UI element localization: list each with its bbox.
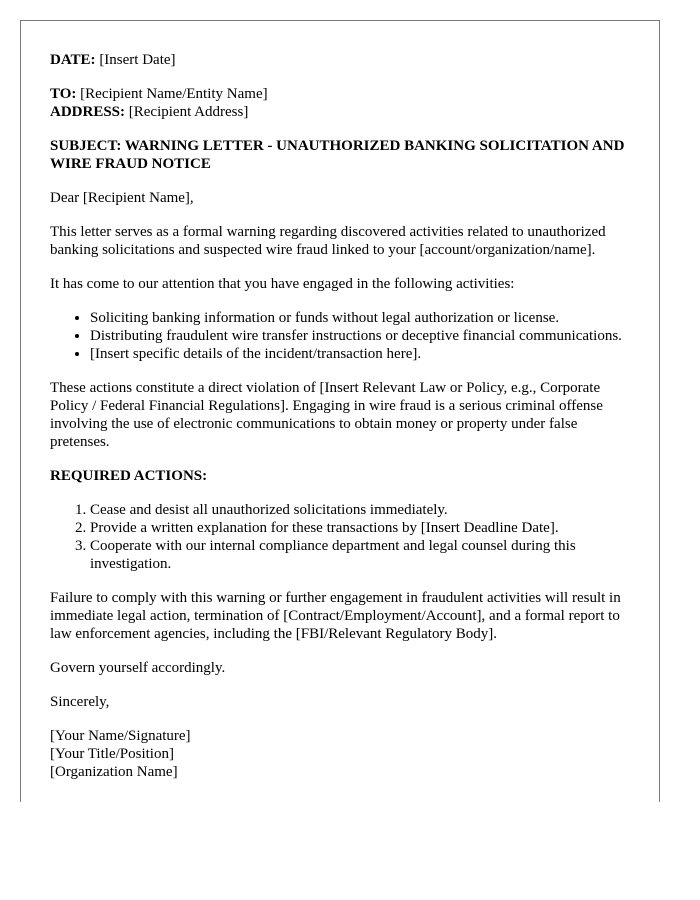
list-item: • Soliciting banking information or funds without legal authorization or license.	[90, 309, 640, 327]
list-item: • [Insert specific details of the incident/transaction here].	[90, 345, 640, 363]
activities-list	[50, 309, 640, 363]
required-actions-heading	[50, 467, 640, 485]
signature-organization: [Organization Name]	[50, 764, 178, 780]
to-value: [Recipient Name/Entity Name]	[76, 86, 268, 102]
date-label: DATE:	[50, 52, 96, 68]
govern-paragraph: Govern yourself accordingly.	[50, 660, 226, 676]
required-actions-list	[50, 501, 640, 573]
required-actions-label: REQUIRED ACTIONS:	[50, 468, 208, 484]
intro-paragraph: This letter serves as a formal warning regarding discovered activities related to unauthorized banking solicitations and suspected wire fraud linked to your [account/organization/name].	[50, 224, 606, 258]
signature-name: [Your Name/Signature]	[50, 728, 191, 744]
attention-paragraph: It has come to our attention that you have engaged in the following activities:	[50, 276, 515, 292]
address-label: ADDRESS:	[50, 104, 126, 120]
date-line	[50, 51, 640, 69]
signature-block	[50, 727, 640, 781]
signature-title: [Your Title/Position]	[50, 746, 174, 762]
salutation: Dear [Recipient Name],	[50, 190, 194, 206]
date-value: [Insert Date]	[95, 52, 176, 68]
letter-content	[50, 51, 640, 797]
address-value: [Recipient Address]	[125, 104, 249, 120]
failure-paragraph: Failure to comply with this warning or further engagement in fraudulent activities will result in immediate legal action, termination of [Contract/Employment/Account], and a formal report to law enforcement agencies, including the [FBI/Relevant Regulatory Body].	[50, 590, 621, 642]
list-item: 3. Cooperate with our internal compliance department and legal counsel during this investigation.	[90, 537, 640, 573]
list-item: • Distributing fraudulent wire transfer instructions or deceptive financial communications.	[90, 327, 640, 345]
letter-page	[20, 20, 660, 802]
list-item: 1. Cease and desist all unauthorized solicitations immediately.	[90, 501, 640, 519]
recipient-block	[50, 85, 640, 121]
violation-paragraph: These actions constitute a direct violation of [Insert Relevant Law or Policy, e.g., Corporate Policy / Federal Financial Regulations]. Engaging in wire fraud is a serious criminal offense involving the use of electronic communications to obtain money or property under false pretenses.	[50, 380, 603, 450]
subject-line: SUBJECT: WARNING LETTER - UNAUTHORIZED BANKING SOLICITATION AND WIRE FRAUD NOTICE	[50, 138, 625, 172]
address-line	[50, 103, 640, 121]
to-label: TO:	[50, 86, 77, 102]
to-line	[50, 85, 640, 103]
closing: Sincerely,	[50, 694, 110, 710]
list-item: 2. Provide a written explanation for these transactions by [Insert Deadline Date].	[90, 519, 640, 537]
